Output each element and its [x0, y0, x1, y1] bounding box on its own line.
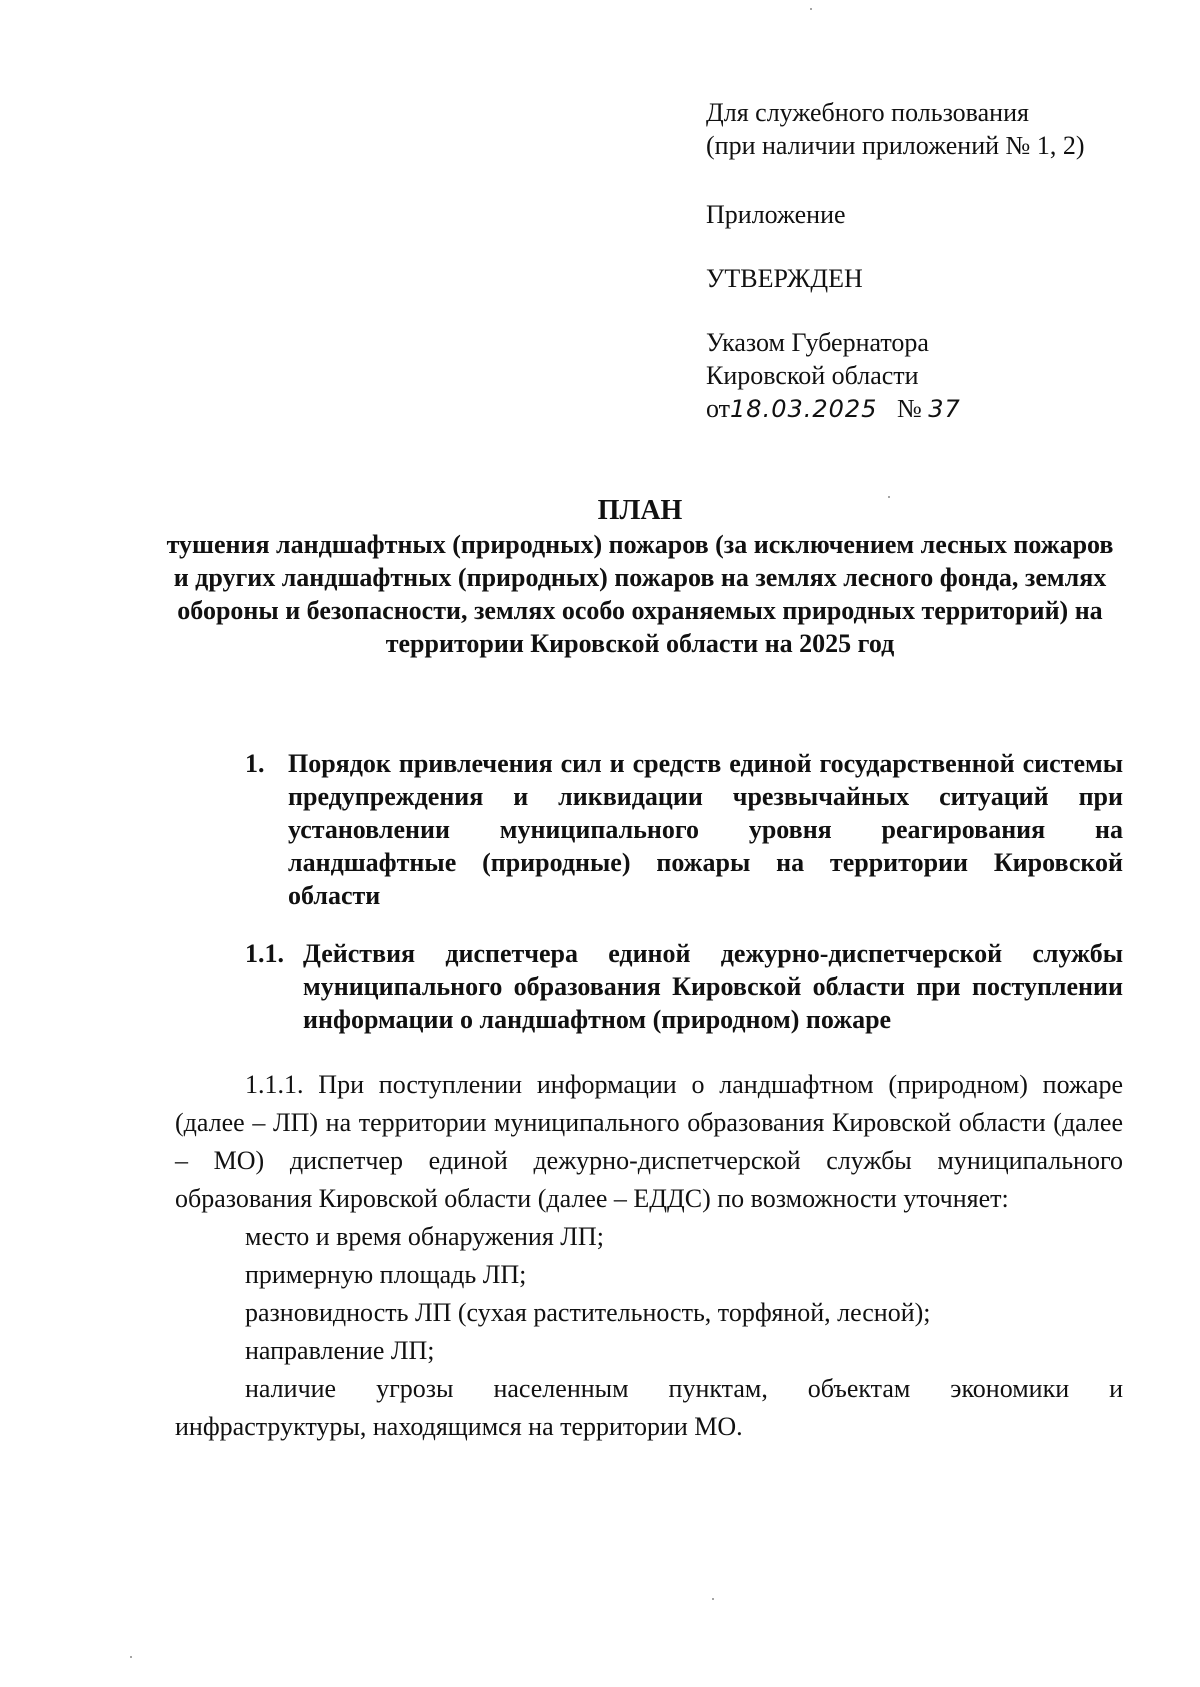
classification-line-2: (при наличии приложений № 1, 2): [706, 131, 1085, 160]
number-prefix: №: [896, 394, 922, 423]
decree-line-2: Кировской области: [706, 361, 919, 390]
list-item: разновидность ЛП (сухая растительность, торфяной, лесной);: [245, 1298, 931, 1327]
classification-note: [706, 96, 1085, 162]
list-item-last-line-1: наличие угрозы населенным пунктам, объектам экономики и: [245, 1374, 1123, 1403]
decree-reference: [706, 326, 961, 426]
document-title: ПЛАН: [597, 495, 683, 526]
appendix-label: Приложение: [706, 200, 846, 229]
scan-speck: [712, 1598, 714, 1600]
section-1-1-heading: [245, 937, 1123, 1036]
decree-date-line: [706, 392, 961, 426]
approved-label: УТВЕРЖДЕН: [706, 264, 863, 293]
scan-speck: [130, 1656, 132, 1658]
classification-line-1: Для служебного пользования: [706, 98, 1029, 127]
section-1-number: 1.: [245, 749, 265, 778]
list-item: направление ЛП;: [245, 1336, 435, 1365]
document-title-block: [160, 494, 1120, 660]
section-1-1-number: 1.1.: [245, 939, 284, 968]
date-prefix: от: [706, 394, 731, 423]
list-item-last-line-2: инфраструктуры, находящимся на территории МО.: [175, 1412, 743, 1441]
decree-line-1: Указом Губернатора: [706, 328, 929, 357]
section-1-text: Порядок привлечения сил и средств единой государственной системы предупреждения и ликвидации чрезвычайных ситуаций при установлении муниципального уровня реагирования на ландшафтные (природные) пожары на территории Кировской области: [288, 749, 1123, 910]
section-1-heading: [245, 747, 1123, 912]
handwritten-number: 37: [928, 395, 961, 423]
section-1-1-text: Действия диспетчера единой дежурно-диспетчерской службы муниципального образования Кировской области при поступлении информации о ландшафтном (природном) пожаре: [303, 939, 1123, 1034]
list-item: примерную площадь ЛП;: [245, 1260, 527, 1289]
document-subtitle: тушения ландшафтных (природных) пожаров (за исключением лесных пожаров и других ландшафтных (природных) пожаров на землях лесного фонда, землях обороны и безопасности, землях особо охраняемых природных территорий) на территории Кировской области на 2025 год: [166, 530, 1114, 658]
paragraph-1-1-1: 1.1.1. При поступлении информации о ландшафтном (природном) пожаре (далее – ЛП) на территории муниципального образования Кировской области (далее – МО) диспетчер единой дежурно-диспетчерской службы муниципального образования Кировской области (далее – ЕДДС) по возможности уточняет:: [175, 1070, 1123, 1213]
handwritten-date: 18.03.2025: [730, 395, 878, 423]
body-text: [175, 1066, 1123, 1446]
scan-speck: [810, 8, 812, 10]
list-item: место и время обнаружения ЛП;: [245, 1222, 604, 1251]
scan-speck: [888, 496, 890, 498]
